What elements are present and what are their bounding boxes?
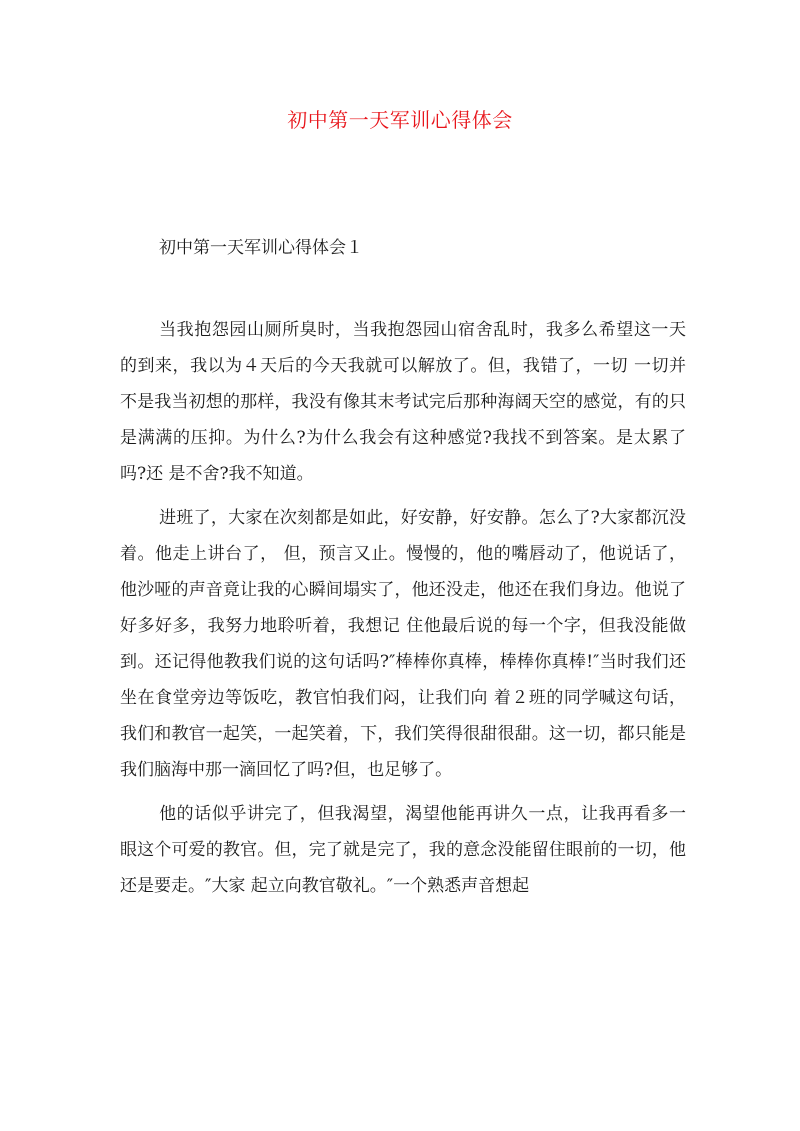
document-body bbox=[120, 312, 686, 912]
section-heading: 初中第一天军训心得体会１ bbox=[159, 238, 363, 258]
paragraph-3: 他的话似乎讲完了，但我渴望，渴望他能再讲久一点，让我再看多一眼这个可爱的教官。但，完了就是完了，我的意念没能留住眼前的一切，他还是要走。″大家 起立向教官敬礼。″一个熟悉声音想起 bbox=[120, 804, 686, 896]
paragraph-2: 进班了，大家在次刻都是如此，好安静，好安静。怎么了?大家都沉没着。他走上讲台了， 但，预言又止。慢慢的，他的嘴唇动了，他说话了，他沙哑的声音竟让我的心瞬间塌实了，他还没走，他还在我们身边。他说了好多好多，我努力地聆听着，我想记 住他最后说的每一个字，但我没能做到。还记得他教我们说的这句话吗?″棒棒你真棒，棒棒你真棒!″当时我们还坐在食堂旁边等饭吃，教官怕我们闷，让我们向 着２班的同学喊这句话，我们和教官一起笑，一起笑着，下，我们笑得很甜很甜。这一切，都只能是我们脑海中那一滴回忆了吗?但，也足够了。 bbox=[120, 508, 686, 780]
document-title: 初中第一天军训心得体会 bbox=[287, 108, 513, 132]
paragraph-1: 当我抱怨园山厕所臭时，当我抱怨园山宿舍乱时，我多么希望这一天的到来，我以为４天后的今天我就可以解放了。但，我错了，一切 一切并不是我当初想的那样，我没有像其末考试完后那种海阔天空的感觉，有的只是满满的压抑。为什么?为什么我会有这种感觉?我找不到答案。是太累了吗?还 是不舍?我不知道。 bbox=[120, 320, 686, 484]
